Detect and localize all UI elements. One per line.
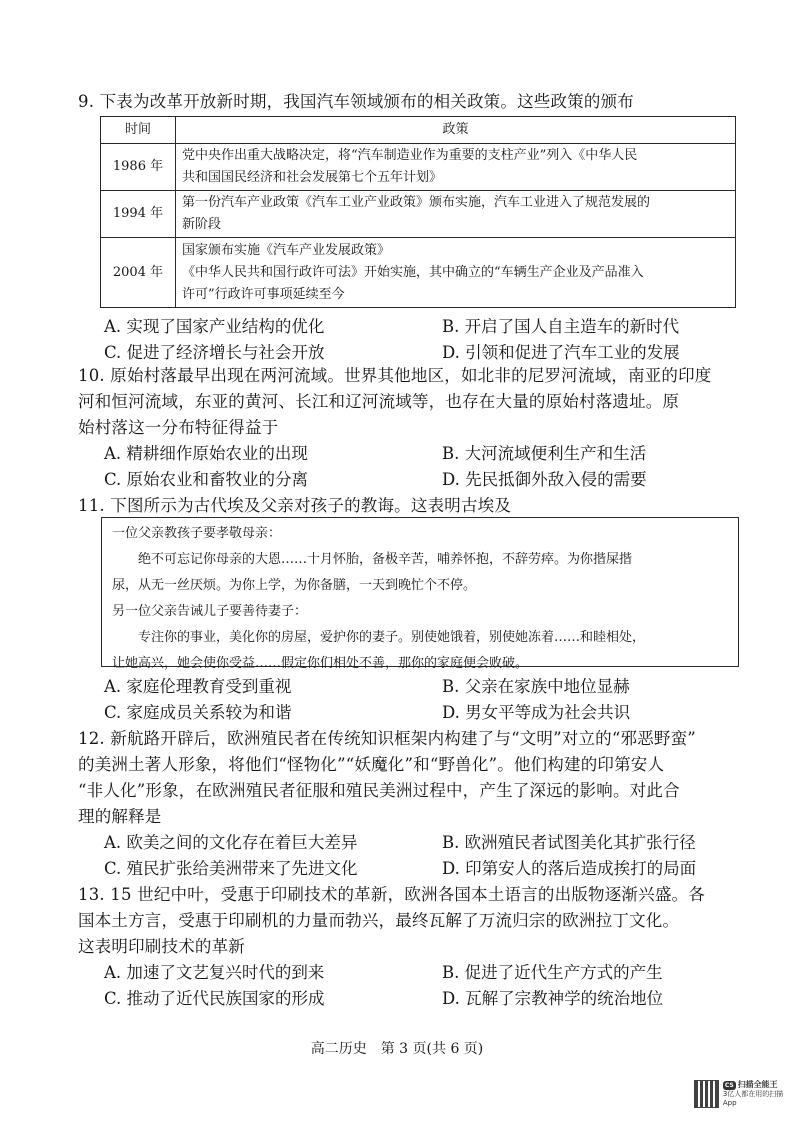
q13-line-2: 国本土方言，受惠于印刷机的力量而勃兴，最终瓦解了万流归宗的欧洲拉丁文化。 bbox=[78, 911, 680, 930]
quote-line: 专注你的事业，美化你的房屋，爱护你的妻子。别使她饿着，别使她冻着……和睦相处， bbox=[138, 630, 646, 645]
table-header-policy: 政策 bbox=[176, 117, 736, 144]
q11-option-d: D. 男女平等成为社会共识 bbox=[442, 703, 631, 722]
q12-option-c: C. 殖民扩张给美洲带来了先进文化 bbox=[104, 859, 358, 878]
table-cell-policy bbox=[176, 191, 736, 238]
q12-option-a: A. 欧美之间的文化存在着巨大差异 bbox=[104, 833, 358, 852]
q13-line-3: 这表明印刷技术的革新 bbox=[78, 937, 245, 956]
quote-line: 绝不可忘记你母亲的大恩……十月怀胎，备极辛苦，哺养怀抱，不辞劳瘁。为你揩屎揩 bbox=[138, 552, 633, 567]
table-cell-year: 2004 年 bbox=[101, 238, 176, 308]
watermark-subtitle: 3亿人都在用的扫描App bbox=[722, 1090, 784, 1107]
q10-line-3: 始村落这一分布特征得益于 bbox=[78, 418, 279, 437]
q12-option-d: D. 印第安人的落后造成挨打的局面 bbox=[442, 859, 697, 878]
q12-line-3: “非人化”形象，在欧洲殖民者征服和殖民美洲过程中，产生了深远的影响。对此合 bbox=[78, 781, 680, 800]
policy-line: 国家颁布实施《汽车产业发展政策》 bbox=[182, 242, 391, 258]
q11-option-b: B. 父亲在家族中地位显赫 bbox=[442, 677, 630, 696]
q11-stem: 11. 下图所示为古代埃及父亲对孩子的教诲。这表明古埃及 bbox=[78, 496, 512, 515]
table-row bbox=[101, 144, 736, 191]
q11-option-a: A. 家庭伦理教育受到重视 bbox=[104, 677, 292, 696]
scanner-watermark bbox=[694, 1079, 788, 1109]
q10-line-2: 河和恒河流域，东亚的黄河、长江和辽河流域等，也存在大量的原始村落遗址。原 bbox=[78, 392, 680, 411]
quote-line: 另一位父亲告诫儿子要善待妻子： bbox=[112, 604, 308, 619]
q13-option-c: C. 推动了近代民族国家的形成 bbox=[104, 989, 325, 1008]
q13-line-1: 13. 15 世纪中叶，受惠于印刷技术的革新，欧洲各国本土语言的出版物逐渐兴盛。各 bbox=[78, 885, 705, 904]
q9-option-c: C. 促进了经济增长与社会开放 bbox=[104, 343, 325, 362]
q13-option-b: B. 促进了近代生产方式的产生 bbox=[442, 963, 663, 982]
policy-line: 第一份汽车产业政策《汽车工业产业政策》颁布实施，汽车工业进入了规范发展的 bbox=[182, 195, 651, 210]
table-cell-policy bbox=[176, 144, 736, 191]
q10-line-1: 10. 原始村落最早出现在两河流域。世界其他地区，如北非的尼罗河流域，南亚的印度 bbox=[78, 366, 712, 385]
cs-logo-icon: CS bbox=[724, 1082, 734, 1089]
policy-line: 新阶段 bbox=[182, 217, 222, 232]
table-cell-year: 1994 年 bbox=[101, 191, 176, 238]
q10-option-b: B. 大河流域便利生产和生活 bbox=[442, 444, 647, 463]
q13-option-a: A. 加速了文艺复兴时代的到来 bbox=[104, 963, 325, 982]
q10-option-a: A. 精耕细作原始农业的出现 bbox=[104, 444, 308, 463]
policy-line: 许可”行政许可事项延续至今 bbox=[182, 286, 345, 302]
qr-code-icon bbox=[694, 1080, 719, 1108]
q9-stem: 9. 下表为改革开放新时期，我国汽车领域颁布的相关政策。这些政策的颁布 bbox=[78, 92, 634, 111]
table-row bbox=[101, 238, 736, 308]
policy-table bbox=[100, 116, 736, 308]
q12-line-4: 理的解释是 bbox=[78, 807, 162, 826]
q10-option-c: C. 原始农业和畜牧业的分离 bbox=[104, 470, 309, 489]
table-row bbox=[101, 191, 736, 238]
q9-option-b: B. 开启了国人自主造车的新时代 bbox=[442, 317, 680, 336]
policy-line: 共和国国民经济和社会发展第七个五年计划》 bbox=[182, 170, 443, 185]
policy-line: 党中央作出重大战略决定，将“汽车制造业作为重要的支柱产业”列入《中华人民 bbox=[182, 148, 638, 163]
quote-box bbox=[101, 517, 739, 671]
q12-option-b: B. 欧洲殖民者试图美化其扩张行径 bbox=[442, 833, 696, 852]
page-footer: 高二历史 第 3 页(共 6 页) bbox=[310, 1041, 484, 1057]
q9-option-d: D. 引领和促进了汽车工业的发展 bbox=[442, 343, 680, 362]
watermark-title: 扫描全能王 bbox=[737, 1080, 778, 1089]
watermark-text bbox=[723, 1080, 788, 1108]
table-cell-year: 1986 年 bbox=[101, 144, 176, 191]
table-header-row bbox=[101, 117, 736, 144]
q11-option-c: C. 家庭成员关系较为和谐 bbox=[104, 703, 292, 722]
table-cell-policy bbox=[176, 238, 736, 308]
table-header-time: 时间 bbox=[101, 117, 176, 144]
q13-option-d: D. 瓦解了宗教神学的统治地位 bbox=[442, 989, 664, 1008]
q10-option-d: D. 先民抵御外敌入侵的需要 bbox=[442, 470, 647, 489]
quote-line: 尿，从无一丝厌烦。为你上学，为你备膳，一天到晚忙个不停。 bbox=[112, 578, 477, 593]
q12-line-1: 12. 新航路开辟后，欧洲殖民者在传统知识框架内构建了与“文明”对立的“邪恶野蛮” bbox=[78, 729, 696, 748]
quote-line: 一位父亲教孩子要孝敬母亲： bbox=[112, 526, 282, 541]
quote-line: 让她高兴，她会使你受益……假定你们相处不善，那你的家庭便会败破。 bbox=[112, 656, 529, 671]
policy-line: 《中华人民共和国行政许可法》开始实施，其中确立的“车辆生产企业及产品准入 bbox=[182, 264, 644, 280]
q9-option-a: A. 实现了国家产业结构的优化 bbox=[104, 317, 325, 336]
q12-line-2: 的美洲土著人形象，将他们“怪物化”“妖魔化”和“野兽化”。他们构建的印第安人 bbox=[78, 755, 665, 774]
